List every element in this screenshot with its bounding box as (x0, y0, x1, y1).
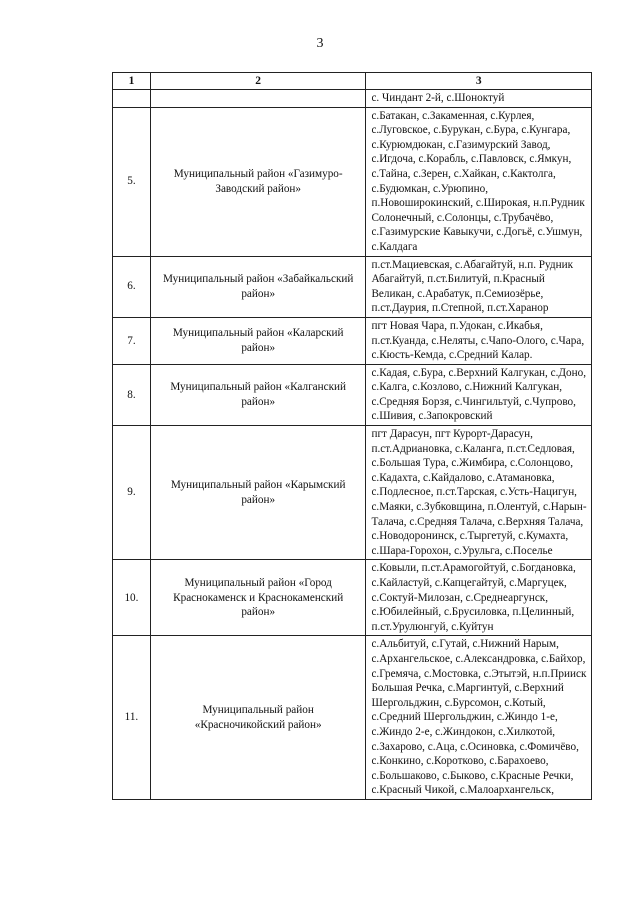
district-name: Муниципальный район «Город Краснокаменск и Краснокаменский район» (150, 560, 366, 636)
district-name: Муниципальный район «Красночикойский район» (150, 636, 366, 800)
table-row (113, 426, 592, 560)
settlements-list: с.Альбитуй, с.Гутай, с.Нижний Нарым, с.Архангельское, с.Александровка, с.Байхор, с.Гремяча, с.Мостовка, с.Этытэй, н.п.Прииск Большая Речка, с.Маргинтуй, с.Верхний Шергольджин, с.Бурсомон, с.Котый, с.Средний Шергольджин, с.Жиндо 1-е, с.Жиндо 2-е, с.Жиндокон, с.Хилкотой, с.Захарово, с.Аца, с.Осиновка, с.Фомичёво, с.Конкино, с.Коротково, с.Барахоево, с.Большаково, с.Быково, с.Красные Речки, с.Красный Чикой, с.Малоархангельск, (366, 636, 592, 800)
table-row (113, 560, 592, 636)
table-header-row (113, 73, 592, 90)
row-number-cell (113, 90, 151, 108)
settlements-table (112, 72, 592, 800)
district-name: Муниципальный район «Каларский район» (150, 317, 366, 364)
row-number: 9. (113, 426, 151, 560)
settlements-list: с.Кадая, с.Бура, с.Верхний Калгукан, с.Доно, с.Калга, с.Козлово, с.Нижний Калгукан, с.Средняя Борзя, с.Чингильтуй, с.Чупрово, с.Шивия, с.Запокровский (366, 364, 592, 425)
table-row (113, 636, 592, 800)
settlements-list: пгт Дарасун, пгт Курорт-Дарасун, п.ст.Адриановка, с.Каланга, п.ст.Седловая, с.Большая Тура, с.Жимбира, с.Солонцово, с.Кадахта, с.Кайдалово, с.Атамановка, с.Подлесное, п.ст.Тарская, с.Усть-Нацигун, с.Маяки, с.Зубковщина, п.Олентуй, с.Нарын-Талача, с.Средняя Талача, с.Верхняя Талача, с.Новодоронинск, с.Тыргетуй, с.Кумахта, с.Шара-Горохон, с.Урульга, с.Поселье (366, 426, 592, 560)
settlements-cell: с. Чиндант 2-й, с.Шоноктуй (366, 90, 592, 108)
page-number: 3 (316, 36, 324, 51)
column-header-3: 3 (366, 73, 592, 90)
row-number: 8. (113, 364, 151, 425)
table-row (113, 107, 592, 256)
column-header-1: 1 (113, 73, 151, 90)
table-row (113, 364, 592, 425)
continuation-row (113, 90, 592, 108)
row-number: 11. (113, 636, 151, 800)
settlements-list: с.Ковыли, п.ст.Арамогойтуй, с.Богдановка, с.Кайластуй, с.Капцегайтуй, с.Маргуцек, с.Соктуй-Милозан, с.Среднеаргунск, с.Юбилейный, с.Брусиловка, п.Целинный, п.ст.Урулюнгуй, с.Куйтун (366, 560, 592, 636)
row-number: 5. (113, 107, 151, 256)
district-name: Муниципальный район «Калганский район» (150, 364, 366, 425)
district-name: Муниципальный район «Газимуро-Заводский район» (150, 107, 366, 256)
settlements-list: пгт Новая Чара, п.Удокан, с.Икабья, п.ст.Куанда, с.Неляты, с.Чапо-Олого, с.Чара, с.Кюсть-Кемда, с.Средний Калар. (366, 317, 592, 364)
settlements-list: с.Батакан, с.Закаменная, с.Курлея, с.Луговское, с.Бурукан, с.Бура, с.Кунгара, с.Курюмдюкан, с.Газимурский Завод, с.Игдоча, с.Корабль, с.Павловск, с.Ямкун, с.Тайна, с.Зерен, с.Хайкан, с.Кактолга, с.Будюмкан, с.Урюпино, п.Новоширокинский, с.Широкая, н.п.Рудник Солонечный, с.Солонцы, с.Трубачёво, с.Газимурские Кавыкучи, с.Догьё, с.Ушмун, с.Калдага (366, 107, 592, 256)
row-number: 7. (113, 317, 151, 364)
table-row (113, 256, 592, 317)
district-name: Муниципальный район «Карымский район» (150, 426, 366, 560)
settlements-list: п.ст.Мациевская, с.Абагайтуй, н.п. Рудник Абагайтуй, п.ст.Билитуй, п.Красный Великан, с.Арабатук, п.Семиозёрье, п.ст.Даурия, п.Степной, п.ст.Харанор (366, 256, 592, 317)
district-name: Муниципальный район «Забайкальский район» (150, 256, 366, 317)
table-row (113, 317, 592, 364)
row-number: 10. (113, 560, 151, 636)
district-cell (150, 90, 366, 108)
column-header-2: 2 (150, 73, 366, 90)
row-number: 6. (113, 256, 151, 317)
